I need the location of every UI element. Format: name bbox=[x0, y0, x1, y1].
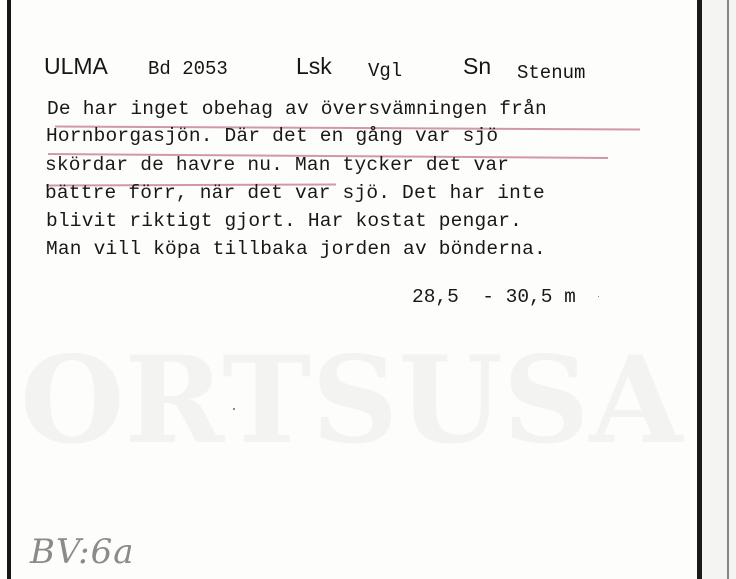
measure-to: 30,5 bbox=[505, 286, 553, 308]
topic-code: ULMA bbox=[44, 53, 108, 79]
volume-number: Bd 2053 bbox=[148, 58, 228, 80]
province-value: Vgl bbox=[368, 60, 403, 82]
province-label: Lsk bbox=[296, 53, 332, 79]
parish-value: Stenum bbox=[517, 62, 586, 84]
measure-from: 28,5 bbox=[412, 286, 459, 308]
measure-separator: - bbox=[482, 286, 494, 308]
paper-speck bbox=[598, 296, 599, 297]
paper-speck bbox=[233, 408, 235, 410]
depth-measurement bbox=[412, 286, 576, 308]
body-line-4: bättre förr, när det var sjö. Det har inte bbox=[45, 182, 545, 204]
card-edge-strip bbox=[702, 0, 736, 579]
parish-label: Sn bbox=[463, 53, 492, 79]
body-line-2: Hornborgasjön. Där det en gång var sjö bbox=[46, 125, 499, 147]
show-through-text bbox=[20, 330, 683, 471]
archive-code: BV:6a bbox=[30, 532, 135, 572]
measure-unit: m bbox=[564, 286, 576, 308]
body-line-1: De har inget obehag av översvämningen från bbox=[47, 98, 547, 120]
body-line-3: skördar de havre nu. Man tycker det var bbox=[45, 154, 510, 176]
card-edge-line bbox=[727, 0, 729, 579]
body-line-6: Man vill köpa tillbaka jorden av bönderna. bbox=[46, 238, 546, 260]
body-line-5: blivit riktigt gjort. Har kostat pengar. bbox=[46, 210, 523, 232]
card-left-border bbox=[7, 0, 11, 579]
